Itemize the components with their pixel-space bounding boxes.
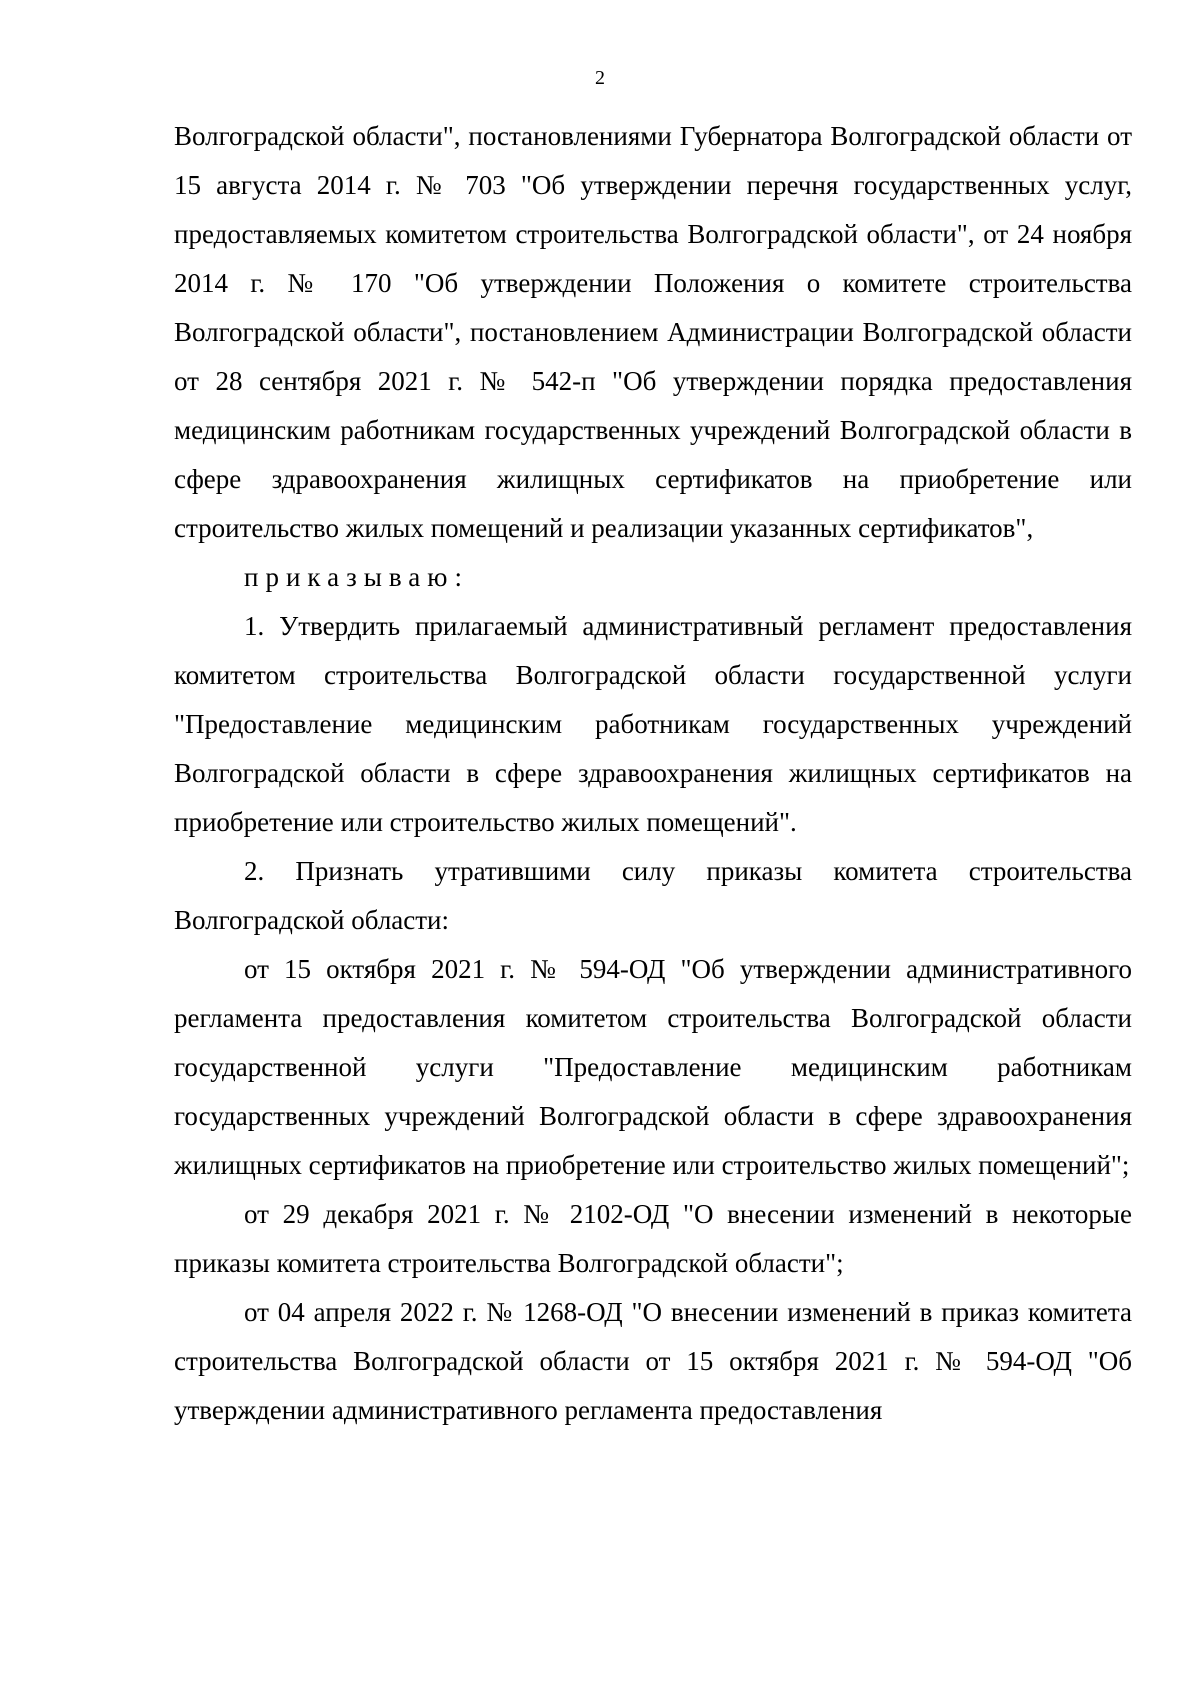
paragraph-repeal-1: от 15 октября 2021 г. № 594-ОД "Об утверждении административного регламента предоставления комитетом строительства Волгоградской области государственной услуги "Предоставление медицинским работникам государственных учреждений Волгоградской области в сфере здравоохранения жилищных сертификатов на приобретение или строительство жилых помещений"; bbox=[174, 954, 1132, 1180]
document-body bbox=[174, 112, 1132, 1435]
paragraph-order-word: приказываю: bbox=[244, 562, 469, 592]
paragraph-item-2: 2. Признать утратившими силу приказы комитета строительства Волгоградской области: bbox=[174, 856, 1132, 935]
paragraph-legal-basis: Волгоградской области", постановлениями Губернатора Волгоградской области от 15 августа 2014 г. № 703 "Об утверждении перечня государственных услуг, предоставляемых комитетом строительства Волгоградской области", от 24 ноября 2014 г. № 170 "Об утверждении Положения о комитете строительства Волгоградской области", постановлением Администрации Волгоградской области от 28 сентября 2021 г. № 542-п "Об утверждении порядка предоставления медицинским работникам государственных учреждений Волгоградской области в сфере здравоохранения жилищных сертификатов на приобретение или строительство жилых помещений и реализации указанных сертификатов", bbox=[174, 121, 1132, 543]
paragraph-repeal-3: от 04 апреля 2022 г. № 1268-ОД "О внесении изменений в приказ комитета строительства Волгоградской области от 15 октября 2021 г. № 594-ОД "Об утверждении административного регламента предоставления bbox=[174, 1297, 1132, 1425]
page-number: 2 bbox=[595, 67, 605, 89]
paragraph-item-1: 1. Утвердить прилагаемый административный регламент предоставления комитетом строительства Волгоградской области государственной услуги "Предоставление медицинским работникам государственных учреждений Волгоградской области в сфере здравоохранения жилищных сертификатов на приобретение или строительство жилых помещений". bbox=[174, 611, 1132, 837]
paragraph-repeal-2: от 29 декабря 2021 г. № 2102-ОД "О внесении изменений в некоторые приказы комитета строительства Волгоградской области"; bbox=[174, 1199, 1132, 1278]
